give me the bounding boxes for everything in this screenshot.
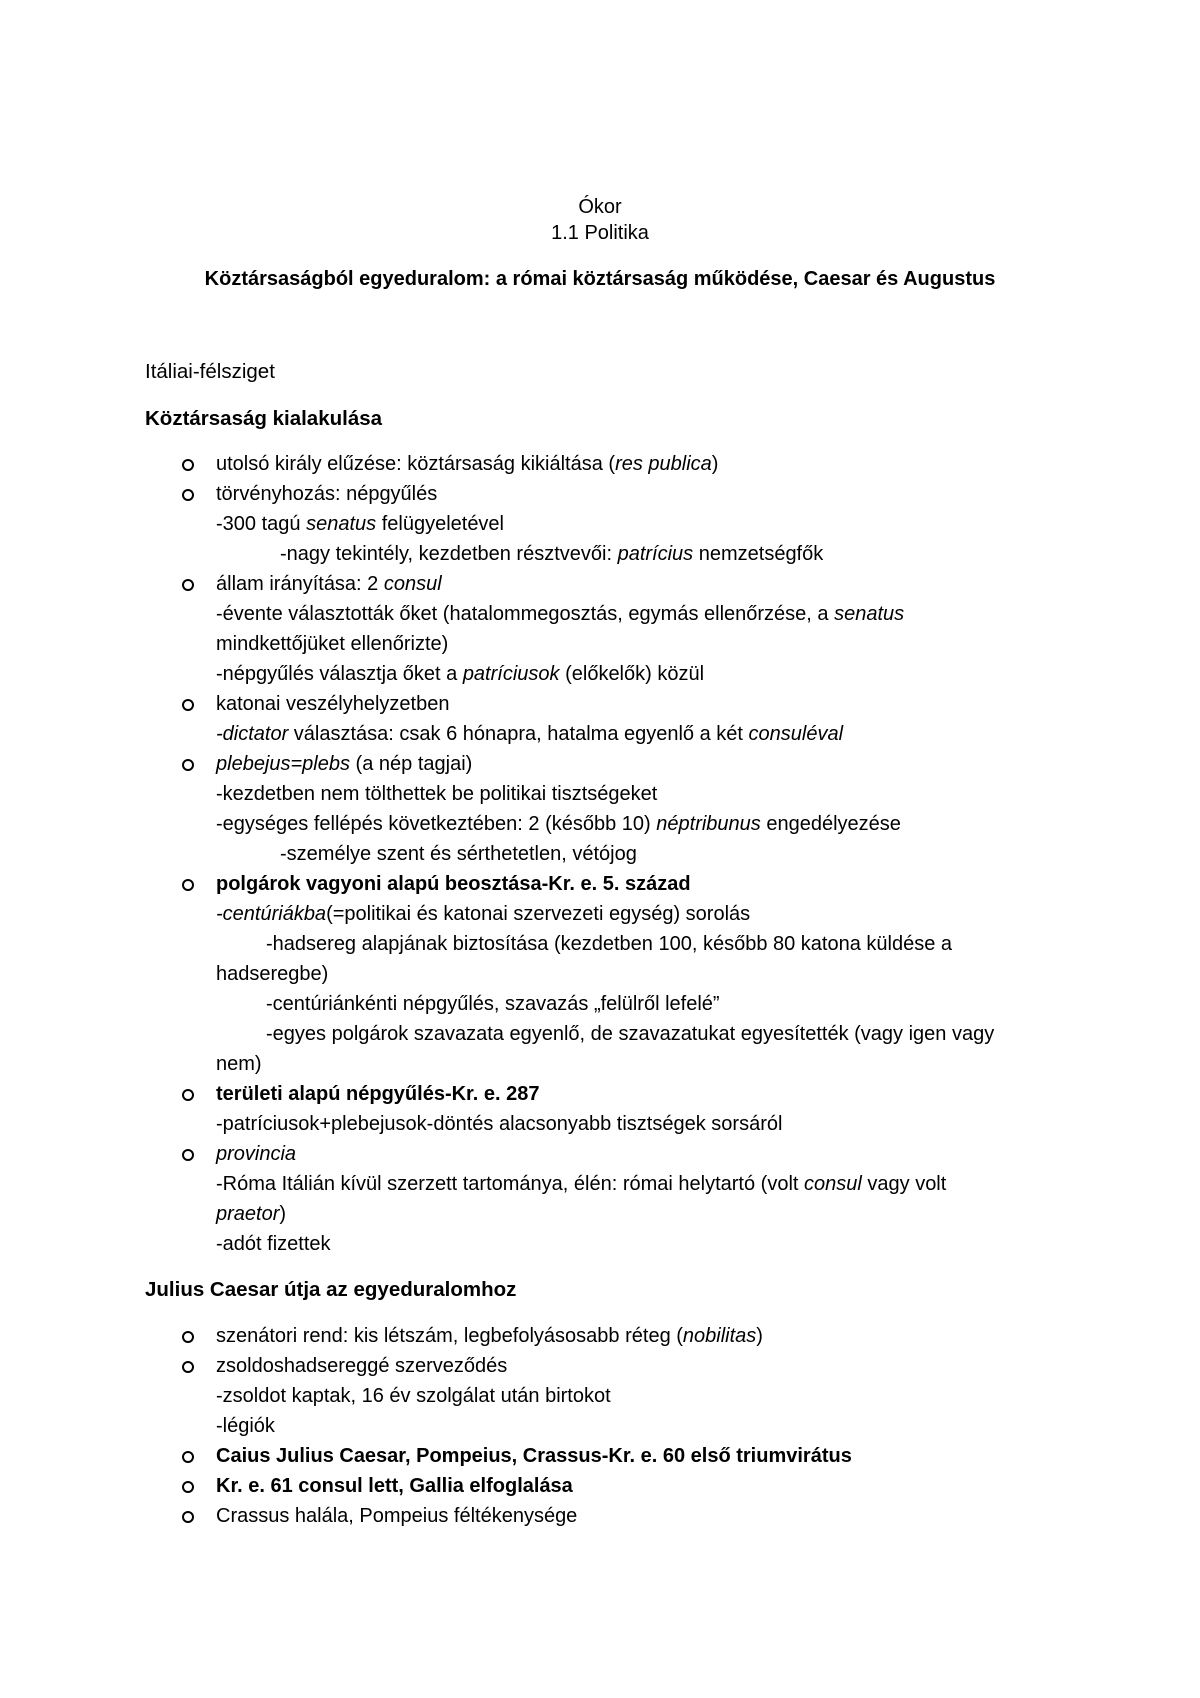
list-subitem: -adót fizettek (216, 1233, 331, 1255)
section-heading: Köztársaság kialakulása (145, 407, 383, 430)
list-subitem: -kezdetben nem tölthettek be politikai tisztségeket (216, 783, 658, 805)
list-item: katonai veszélyhelyzetben (216, 693, 450, 715)
list-item: Crassus halála, Pompeius féltékenysége (216, 1505, 578, 1527)
bullet-icon (182, 1331, 194, 1343)
list-subitem: praetor) (216, 1203, 287, 1225)
list-subitem: -Róma Itálián kívül szerzett tartománya, élén: római helytartó (volt consul vagy volt (216, 1173, 947, 1195)
bullet-icon (182, 1511, 194, 1523)
list-item: területi alapú népgyűlés-Kr. e. 287 (216, 1083, 540, 1105)
page-title: Köztársaságból egyeduralom: a római köztársaság működése, Caesar és Augustus (204, 268, 996, 290)
list-subitem: -patríciusok+plebejusok-döntés alacsonyabb tisztségek sorsáról (216, 1113, 783, 1135)
bullet-icon (182, 579, 194, 591)
bullet-icon (182, 1089, 194, 1101)
list-item: polgárok vagyoni alapú beosztása-Kr. e. 5. század (216, 873, 691, 895)
bullet-icon (182, 459, 194, 471)
list-subitem: -nagy tekintély, kezdetben résztvevői: patrícius nemzetségfők (280, 543, 824, 565)
list-subitem: hadseregbe) (216, 963, 329, 985)
list-subitem: nem) (216, 1053, 262, 1075)
bullet-icon (182, 759, 194, 771)
list-subitem: -centúriánkénti népgyűlés, szavazás „felülről lefelé” (266, 993, 720, 1015)
bullet-icon (182, 489, 194, 501)
list-subitem: -egységes fellépés következtében: 2 (később 10) néptribunus engedélyezése (216, 813, 901, 835)
list-item: provincia (216, 1143, 297, 1165)
list-item: Caius Julius Caesar, Pompeius, Crassus-Kr. e. 60 első triumvirátus (216, 1445, 852, 1467)
list-subitem: -egyes polgárok szavazata egyenlő, de szavazatukat egyesítették (vagy igen vagy (266, 1023, 995, 1045)
list-subitem: -300 tagú senatus felügyeletével (216, 513, 505, 535)
list-item: állam irányítása: 2 consul (216, 573, 442, 595)
bullet-icon (182, 879, 194, 891)
list-item: utolsó király elűzése: köztársaság kikiáltása (res publica) (216, 453, 719, 475)
list-subitem: -hadsereg alapjának biztosítása (kezdetben 100, később 80 katona küldése a (266, 933, 953, 955)
list-item: szenátori rend: kis létszám, legbefolyásosabb réteg (nobilitas) (216, 1325, 763, 1347)
list-subitem: -dictator választása: csak 6 hónapra, hatalma egyenlő a két consuléval (216, 723, 844, 745)
chapter-title: 1.1 Politika (551, 222, 649, 244)
bullet-icon (182, 1361, 194, 1373)
bullet-icon (182, 1481, 194, 1493)
region-heading: Itáliai-félsziget (145, 360, 275, 383)
bullet-icon (182, 699, 194, 711)
era-title: Ókor (578, 196, 622, 218)
list-item: törvényhozás: népgyűlés (216, 483, 438, 505)
bullet-icon (182, 1149, 194, 1161)
list-subitem: -légiók (216, 1415, 275, 1437)
list-item: zsoldoshadsereggé szerveződés (216, 1355, 508, 1377)
list-subitem: -zsoldot kaptak, 16 év szolgálat után birtokot (216, 1385, 611, 1407)
section-heading: Julius Caesar útja az egyeduralomhoz (145, 1278, 517, 1301)
list-item: plebejus=plebs (a nép tagjai) (216, 753, 473, 775)
list-subitem: -centúriákba(=politikai és katonai szervezeti egység) sorolás (216, 903, 751, 925)
list-subitem: -személye szent és sérthetetlen, vétójog (280, 843, 637, 865)
list-subitem: -népgyűlés választja őket a patríciusok (előkelők) közül (216, 663, 705, 685)
list-subitem: mindkettőjüket ellenőrizte) (216, 633, 449, 655)
bullet-icon (182, 1451, 194, 1463)
list-item: Kr. e. 61 consul lett, Gallia elfoglalása (216, 1475, 573, 1497)
list-subitem: -évente választották őket (hatalommegosztás, egymás ellenőrzése, a senatus (216, 603, 905, 625)
